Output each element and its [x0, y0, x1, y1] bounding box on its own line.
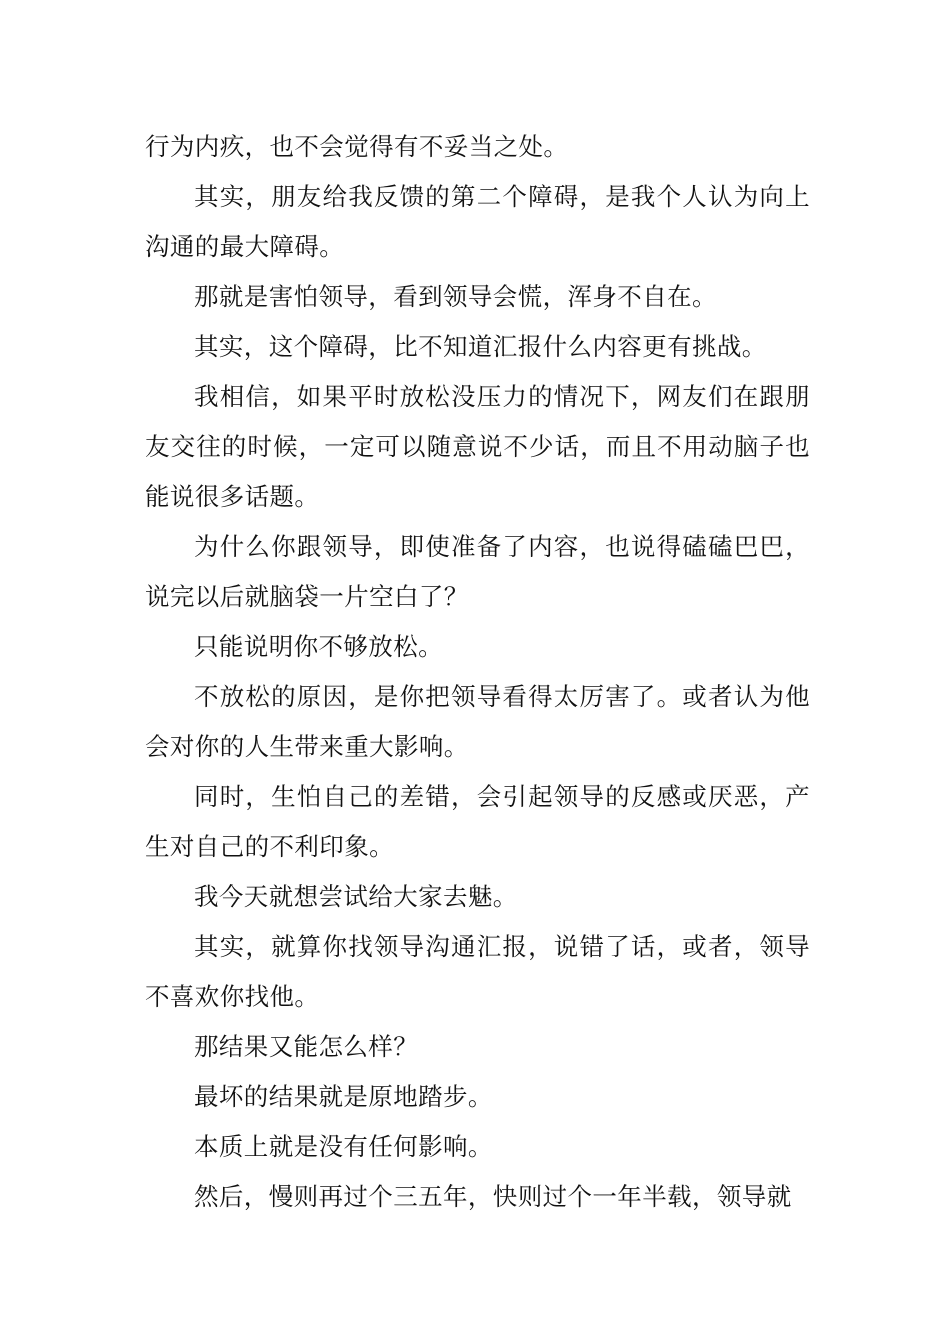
paragraph: 那就是害怕领导，看到领导会慌，浑身不自在。	[194, 282, 717, 311]
paragraph: 同时，生怕自己的差错，会引起领导的反感或厌恶，产生对自己的不利印象。	[145, 782, 810, 861]
paragraph: 最坏的结果就是原地踏步。	[194, 1082, 493, 1111]
paragraph: 只能说明你不够放松。	[194, 632, 443, 661]
paragraph: 其实，这个障碍，比不知道汇报什么内容更有挑战。	[194, 332, 767, 361]
paragraph: 为什么你跟领导，即使准备了内容，也说得磕磕巴巴，说完以后就脑袋一片空白了？	[145, 532, 810, 611]
paragraph-continuation: 行为内疚，也不会觉得有不妥当之处。	[145, 132, 569, 161]
paragraph: 不放松的原因，是你把领导看得太厉害了。或者认为他会对你的人生带来重大影响。	[145, 682, 810, 761]
paragraph: 其实，就算你找领导沟通汇报，说错了话，或者，领导不喜欢你找他。	[145, 932, 810, 1011]
document-body	[145, 122, 810, 1222]
paragraph: 本质上就是没有任何影响。	[194, 1132, 493, 1161]
paragraph: 我相信，如果平时放松没压力的情况下，网友们在跟朋友交往的时候，一定可以随意说不少话，而且不用动脑子也能说很多话题。	[145, 382, 810, 511]
paragraph: 那结果又能怎么样？	[194, 1032, 419, 1061]
paragraph: 我今天就想尝试给大家去魅。	[194, 882, 518, 911]
paragraph: 然后，慢则再过个三五年，快则过个一年半载，领导就	[194, 1182, 792, 1211]
paragraph: 其实，朋友给我反馈的第二个障碍，是我个人认为向上沟通的最大障碍。	[145, 182, 810, 261]
